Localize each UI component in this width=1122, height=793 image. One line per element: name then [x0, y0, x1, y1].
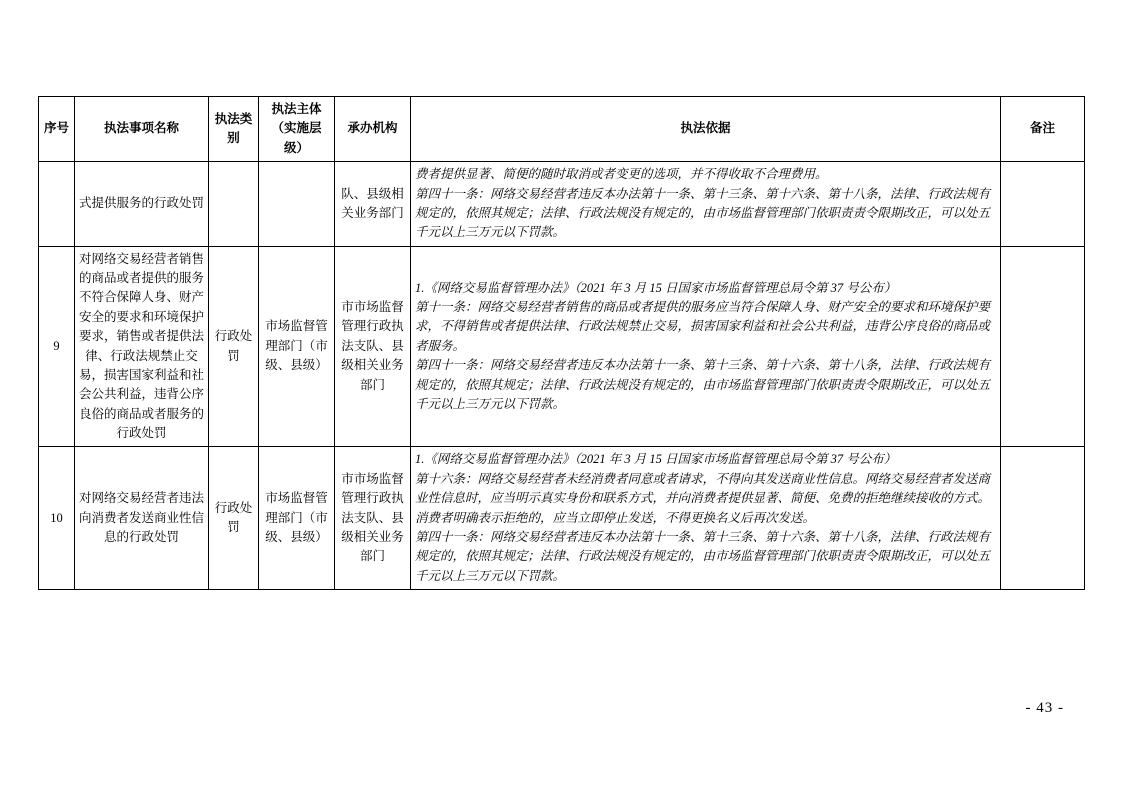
cell-remark: [1001, 162, 1085, 247]
basis-paragraph: 第十一条：网络交易经营者销售的商品或者提供的服务应当符合保障人身、财产安全的要求和环境保护要求，不得销售或者提供法律、行政法规禁止交易，损害国家利益和社会公共利益，违背公序良俗的商品或者服务。: [415, 300, 991, 353]
cell-remark: [1001, 246, 1085, 447]
column-header-type: 执法类别: [209, 97, 259, 162]
cell-remark: [1001, 447, 1085, 590]
cell-name: 对网络交易经营者销售的商品或者提供的服务不符合保障人身、财产安全的要求和环境保护要求，销售或者提供法律、行政法规禁止交易，损害国家利益和社会公共利益，违背公序良俗的商品或者服务的行政处罚: [75, 246, 209, 447]
page-number: - 43 -: [1025, 700, 1064, 716]
cell-seq: 10: [39, 447, 75, 590]
column-header-seq: 序号: [39, 97, 75, 162]
cell-subject: 市场监督管理部门（市级、县级）: [259, 447, 335, 590]
table-body: [39, 162, 1085, 590]
basis-paragraph: 费者提供显著、简便的随时取消或者变更的选项，并不得收取不合理费用。: [415, 167, 828, 182]
cell-type: 行政处罚: [209, 447, 259, 590]
basis-paragraph: 第四十一条：网络交易经营者违反本办法第十一条、第十三条、第十六条、第十八条，法律、行政法规有规定的，依照其规定；法律、行政法规没有规定的，由市场监督管理部门依职责责令限期改正，可以处五千元以上三万元以下罚款。: [415, 529, 991, 583]
basis-paragraph: 1.《网络交易监督管理办法》（2021 年 3 月 15 日国家市场监督管理总局令第 37 号公布）: [415, 452, 897, 467]
enforcement-items-table-wrapper: [38, 96, 1084, 590]
table-header: [39, 97, 1085, 162]
column-header-basis: 执法依据: [411, 97, 1001, 162]
cell-basis: [411, 162, 1001, 247]
cell-basis: [411, 447, 1001, 590]
cell-type: [209, 162, 259, 247]
cell-org: 队、县级相关业务部门: [335, 162, 411, 247]
cell-name: 对网络交易经营者违法向消费者发送商业性信息的行政处罚: [75, 447, 209, 590]
column-header-name: 执法事项名称: [75, 97, 209, 162]
basis-paragraph: 1.《网络交易监督管理办法》（2021 年 3 月 15 日国家市场监督管理总局令第 37 号公布）: [415, 280, 897, 295]
column-header-subject: 执法主体（实施层级）: [259, 97, 335, 162]
cell-type: 行政处罚: [209, 246, 259, 447]
basis-paragraph: 第四十一条：网络交易经营者违反本办法第十一条、第十三条、第十六条、第十八条，法律、行政法规有规定的，依照其规定；法律、行政法规没有规定的，由市场监督管理部门依职责责令限期改正，可以处五千元以上三万元以下罚款。: [415, 186, 991, 240]
cell-name: 式提供服务的行政处罚: [75, 162, 209, 247]
cell-subject: [259, 162, 335, 247]
table-row: [39, 447, 1085, 590]
enforcement-items-table: [38, 96, 1085, 590]
column-header-remark: 备注: [1001, 97, 1085, 162]
column-header-org: 承办机构: [335, 97, 411, 162]
cell-seq: 9: [39, 246, 75, 447]
cell-org: 市市场监督管理行政执法支队、县级相关业务部门: [335, 246, 411, 447]
table-row: [39, 162, 1085, 247]
cell-seq: [39, 162, 75, 247]
basis-paragraph: 第十六条：网络交易经营者未经消费者同意或者请求，不得向其发送商业性信息。网络交易经营者发送商业性信息时，应当明示真实身份和联系方式，并向消费者提供显著、简便、免费的拒绝继续接收的方式。消费者明确表示拒绝的，应当立即停止发送，不得更换名义后再次发送。: [415, 471, 991, 525]
basis-paragraph: 第四十一条：网络交易经营者违反本办法第十一条、第十三条、第十六条、第十八条，法律、行政法规有规定的，依照其规定；法律、行政法规没有规定的，由市场监督管理部门依职责责令限期改正，可以处五千元以上三万元以下罚款。: [415, 358, 991, 411]
cell-org: 市市场监督管理行政执法支队、县级相关业务部门: [335, 447, 411, 590]
table-row: [39, 246, 1085, 447]
table-header-row: [39, 97, 1085, 162]
cell-subject: 市场监督管理部门（市级、县级）: [259, 246, 335, 447]
cell-basis: [411, 246, 1001, 447]
